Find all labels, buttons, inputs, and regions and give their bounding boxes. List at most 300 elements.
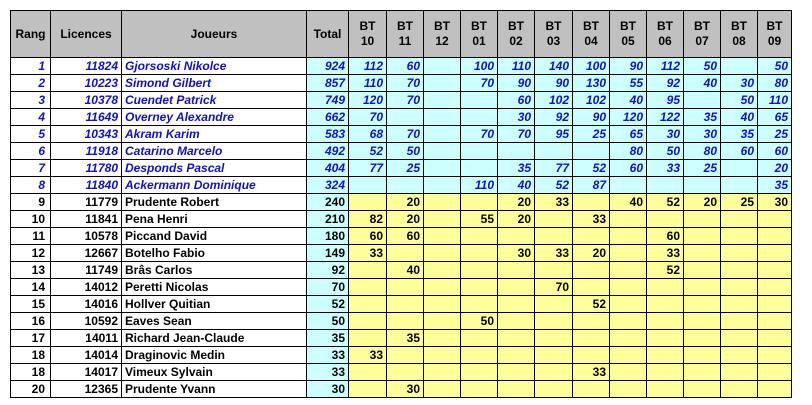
score-cell-bt-02 — [498, 279, 535, 296]
score-cell-bt-02 — [498, 143, 535, 160]
score-cell-bt-05 — [610, 381, 647, 398]
header-bt-03 — [535, 11, 573, 58]
header-bt-01 — [461, 11, 498, 58]
licence-cell: 11824 — [51, 58, 122, 75]
rank-cell: 17 — [11, 330, 51, 347]
table-row — [11, 58, 792, 75]
score-cell-bt-03 — [535, 347, 573, 364]
score-cell-bt-07 — [684, 262, 721, 279]
licence-cell: 11749 — [51, 262, 122, 279]
score-cell-bt-11: 30 — [387, 381, 424, 398]
rank-cell: 13 — [11, 262, 51, 279]
score-cell-bt-07 — [684, 177, 721, 194]
rank-cell: 10 — [11, 211, 51, 228]
score-cell-bt-10: 33 — [349, 347, 387, 364]
player-cell: Ackermann Dominique — [122, 177, 307, 194]
score-cell-bt-11: 40 — [387, 262, 424, 279]
header-row — [11, 11, 792, 58]
score-cell-bt-12 — [424, 75, 461, 92]
score-cell-bt-12 — [424, 211, 461, 228]
score-cell-bt-11: 70 — [387, 92, 424, 109]
header-bt-09 — [758, 11, 792, 58]
header-bt-number: 02 — [509, 34, 523, 48]
header-bt-10 — [349, 11, 387, 58]
score-cell-bt-12 — [424, 347, 461, 364]
score-cell-bt-08: 35 — [721, 126, 758, 143]
score-cell-bt-12 — [424, 330, 461, 347]
header-bt-06 — [647, 11, 684, 58]
score-cell-bt-03: 92 — [535, 109, 573, 126]
score-cell-bt-07 — [684, 364, 721, 381]
score-cell-bt-02: 40 — [498, 177, 535, 194]
total-cell: 749 — [307, 92, 349, 109]
header-bt-number: 05 — [621, 34, 635, 48]
rank-cell: 9 — [11, 194, 51, 211]
score-cell-bt-05: 40 — [610, 92, 647, 109]
score-cell-bt-10 — [349, 279, 387, 296]
score-cell-bt-08 — [721, 313, 758, 330]
player-cell: Prudente Robert — [122, 194, 307, 211]
score-cell-bt-08 — [721, 347, 758, 364]
total-cell: 33 — [307, 347, 349, 364]
score-cell-bt-04: 33 — [573, 211, 610, 228]
player-cell: Draginovic Medin — [122, 347, 307, 364]
score-cell-bt-08 — [721, 296, 758, 313]
score-cell-bt-09: 35 — [758, 177, 792, 194]
score-cell-bt-09 — [758, 211, 792, 228]
score-cell-bt-04 — [573, 194, 610, 211]
score-cell-bt-10: 112 — [349, 58, 387, 75]
score-cell-bt-12 — [424, 245, 461, 262]
player-cell: Akram Karim — [122, 126, 307, 143]
score-cell-bt-08 — [721, 228, 758, 245]
table-row — [11, 75, 792, 92]
table-row — [11, 160, 792, 177]
score-cell-bt-02 — [498, 381, 535, 398]
score-cell-bt-06 — [647, 364, 684, 381]
score-cell-bt-05: 90 — [610, 58, 647, 75]
score-cell-bt-10: 110 — [349, 75, 387, 92]
score-cell-bt-10 — [349, 296, 387, 313]
table-row — [11, 177, 792, 194]
score-cell-bt-10: 68 — [349, 126, 387, 143]
header-bt-prefix: BT — [657, 19, 673, 33]
score-cell-bt-01 — [461, 364, 498, 381]
score-cell-bt-11: 70 — [387, 75, 424, 92]
score-cell-bt-07: 80 — [684, 143, 721, 160]
score-cell-bt-06 — [647, 177, 684, 194]
score-cell-bt-11: 60 — [387, 58, 424, 75]
score-cell-bt-12 — [424, 177, 461, 194]
score-cell-bt-06 — [647, 279, 684, 296]
score-cell-bt-12 — [424, 109, 461, 126]
score-cell-bt-01 — [461, 194, 498, 211]
header-bt-08 — [721, 11, 758, 58]
score-cell-bt-09 — [758, 330, 792, 347]
licence-cell: 11780 — [51, 160, 122, 177]
score-cell-bt-07: 25 — [684, 160, 721, 177]
score-cell-bt-06: 30 — [647, 126, 684, 143]
score-cell-bt-10 — [349, 313, 387, 330]
score-cell-bt-04: 52 — [573, 160, 610, 177]
licence-cell: 11918 — [51, 143, 122, 160]
total-cell: 70 — [307, 279, 349, 296]
score-cell-bt-01: 70 — [461, 126, 498, 143]
score-cell-bt-11: 70 — [387, 126, 424, 143]
header-bt-05 — [610, 11, 647, 58]
score-cell-bt-06: 60 — [647, 228, 684, 245]
rank-cell: 20 — [11, 381, 51, 398]
score-cell-bt-08 — [721, 381, 758, 398]
table-row — [11, 279, 792, 296]
score-cell-bt-01: 50 — [461, 313, 498, 330]
score-cell-bt-02: 90 — [498, 75, 535, 92]
player-cell: Prudente Yvann — [122, 381, 307, 398]
score-cell-bt-01 — [461, 296, 498, 313]
score-cell-bt-02 — [498, 347, 535, 364]
score-cell-bt-01 — [461, 347, 498, 364]
rank-cell: 3 — [11, 92, 51, 109]
score-cell-bt-07 — [684, 279, 721, 296]
score-cell-bt-06: 95 — [647, 92, 684, 109]
score-cell-bt-04 — [573, 330, 610, 347]
total-cell: 33 — [307, 364, 349, 381]
total-cell: 404 — [307, 160, 349, 177]
header-bt-number: 01 — [472, 34, 486, 48]
total-cell: 149 — [307, 245, 349, 262]
header-bt-prefix: BT — [620, 19, 636, 33]
score-cell-bt-01: 110 — [461, 177, 498, 194]
header-bt-number: 11 — [398, 34, 412, 48]
score-cell-bt-09 — [758, 228, 792, 245]
score-cell-bt-02: 30 — [498, 245, 535, 262]
table-row — [11, 262, 792, 279]
rank-cell: 18 — [11, 364, 51, 381]
player-cell: Brâs Carlos — [122, 262, 307, 279]
header-bt-number: 09 — [767, 34, 782, 48]
licence-cell: 12365 — [51, 381, 122, 398]
score-cell-bt-04: 87 — [573, 177, 610, 194]
score-cell-bt-05 — [610, 245, 647, 262]
score-cell-bt-09 — [758, 262, 792, 279]
score-cell-bt-06 — [647, 381, 684, 398]
score-cell-bt-09 — [758, 347, 792, 364]
table-row — [11, 364, 792, 381]
player-cell: Cuendet Patrick — [122, 92, 307, 109]
score-cell-bt-06: 33 — [647, 245, 684, 262]
score-cell-bt-08 — [721, 245, 758, 262]
score-cell-bt-10 — [349, 364, 387, 381]
header-bt-number: 10 — [360, 34, 375, 48]
score-cell-bt-07 — [684, 92, 721, 109]
total-cell: 92 — [307, 262, 349, 279]
licence-cell: 11649 — [51, 109, 122, 126]
score-cell-bt-08 — [721, 177, 758, 194]
licence-cell: 10378 — [51, 92, 122, 109]
score-cell-bt-04 — [573, 347, 610, 364]
player-cell: Desponds Pascal — [122, 160, 307, 177]
total-cell: 324 — [307, 177, 349, 194]
score-cell-bt-10 — [349, 177, 387, 194]
header-bt-11 — [387, 11, 424, 58]
score-cell-bt-11 — [387, 313, 424, 330]
score-cell-bt-12 — [424, 194, 461, 211]
score-cell-bt-03 — [535, 262, 573, 279]
table-row — [11, 194, 792, 211]
player-cell: Simond Gilbert — [122, 75, 307, 92]
score-cell-bt-12 — [424, 364, 461, 381]
table-row — [11, 92, 792, 109]
score-cell-bt-03 — [535, 381, 573, 398]
score-cell-bt-01 — [461, 381, 498, 398]
score-cell-bt-02: 60 — [498, 92, 535, 109]
score-cell-bt-02 — [498, 262, 535, 279]
licence-cell: 14012 — [51, 279, 122, 296]
score-cell-bt-01 — [461, 245, 498, 262]
score-cell-bt-10: 82 — [349, 211, 387, 228]
score-cell-bt-03: 95 — [535, 126, 573, 143]
score-cell-bt-05: 40 — [610, 194, 647, 211]
score-cell-bt-05 — [610, 313, 647, 330]
score-cell-bt-03: 77 — [535, 160, 573, 177]
header-bt-12 — [424, 11, 461, 58]
score-cell-bt-05: 80 — [610, 143, 647, 160]
score-cell-bt-01: 55 — [461, 211, 498, 228]
score-cell-bt-07 — [684, 313, 721, 330]
score-cell-bt-03: 33 — [535, 194, 573, 211]
score-cell-bt-08 — [721, 364, 758, 381]
table-row — [11, 330, 792, 347]
score-cell-bt-03: 140 — [535, 58, 573, 75]
score-cell-bt-08: 25 — [721, 194, 758, 211]
licence-cell: 12667 — [51, 245, 122, 262]
score-cell-bt-08: 40 — [721, 109, 758, 126]
score-cell-bt-12 — [424, 313, 461, 330]
header-bt-prefix: BT — [545, 19, 562, 33]
header-bt-prefix: BT — [434, 19, 450, 33]
score-cell-bt-04 — [573, 143, 610, 160]
licence-cell: 14014 — [51, 347, 122, 364]
score-cell-bt-07 — [684, 245, 721, 262]
rank-cell: 11 — [11, 228, 51, 245]
licence-cell: 10578 — [51, 228, 122, 245]
score-cell-bt-05 — [610, 211, 647, 228]
rank-cell: 18 — [11, 347, 51, 364]
score-cell-bt-07 — [684, 211, 721, 228]
score-cell-bt-07 — [684, 381, 721, 398]
score-cell-bt-11 — [387, 347, 424, 364]
score-cell-bt-10: 77 — [349, 160, 387, 177]
score-cell-bt-03 — [535, 211, 573, 228]
rank-cell: 1 — [11, 58, 51, 75]
score-cell-bt-04 — [573, 313, 610, 330]
score-cell-bt-12 — [424, 143, 461, 160]
score-cell-bt-05 — [610, 330, 647, 347]
score-cell-bt-01 — [461, 109, 498, 126]
total-cell: 662 — [307, 109, 349, 126]
score-cell-bt-07 — [684, 228, 721, 245]
player-cell: Pena Henri — [122, 211, 307, 228]
player-cell: Hollver Quitian — [122, 296, 307, 313]
score-cell-bt-11: 50 — [387, 143, 424, 160]
total-cell: 583 — [307, 126, 349, 143]
licence-cell: 14017 — [51, 364, 122, 381]
total-cell: 180 — [307, 228, 349, 245]
licence-cell: 10223 — [51, 75, 122, 92]
score-cell-bt-03 — [535, 228, 573, 245]
score-cell-bt-01 — [461, 330, 498, 347]
score-cell-bt-08: 60 — [721, 143, 758, 160]
score-cell-bt-05: 65 — [610, 126, 647, 143]
score-cell-bt-06: 50 — [647, 143, 684, 160]
score-cell-bt-03: 52 — [535, 177, 573, 194]
table-row — [11, 143, 792, 160]
rank-cell: 16 — [11, 313, 51, 330]
score-cell-bt-03: 70 — [535, 279, 573, 296]
table-row — [11, 211, 792, 228]
score-cell-bt-07 — [684, 347, 721, 364]
score-cell-bt-09: 60 — [758, 143, 792, 160]
ranking-table — [10, 10, 792, 398]
score-cell-bt-08 — [721, 211, 758, 228]
score-cell-bt-07 — [684, 330, 721, 347]
score-cell-bt-08 — [721, 160, 758, 177]
score-cell-bt-07: 35 — [684, 109, 721, 126]
player-cell: Eaves Sean — [122, 313, 307, 330]
score-cell-bt-10: 52 — [349, 143, 387, 160]
header-bt-prefix: BT — [359, 19, 376, 33]
score-cell-bt-02: 110 — [498, 58, 535, 75]
total-cell: 210 — [307, 211, 349, 228]
header-bt-number: 04 — [584, 34, 598, 48]
total-cell: 50 — [307, 313, 349, 330]
score-cell-bt-04 — [573, 262, 610, 279]
rank-cell: 15 — [11, 296, 51, 313]
score-cell-bt-06 — [647, 330, 684, 347]
table-row — [11, 313, 792, 330]
score-cell-bt-06 — [647, 313, 684, 330]
score-cell-bt-09: 20 — [758, 160, 792, 177]
score-cell-bt-12 — [424, 228, 461, 245]
player-cell: Peretti Nicolas — [122, 279, 307, 296]
licence-cell: 11841 — [51, 211, 122, 228]
score-cell-bt-03 — [535, 364, 573, 381]
score-cell-bt-04 — [573, 279, 610, 296]
header-bt-prefix: BT — [397, 19, 413, 33]
score-cell-bt-01: 70 — [461, 75, 498, 92]
score-cell-bt-07: 30 — [684, 126, 721, 143]
score-cell-bt-09: 25 — [758, 126, 792, 143]
score-cell-bt-05 — [610, 177, 647, 194]
header-joueurs: Joueurs — [122, 11, 307, 58]
total-cell: 492 — [307, 143, 349, 160]
table-row — [11, 126, 792, 143]
table-row — [11, 296, 792, 313]
score-cell-bt-11 — [387, 279, 424, 296]
score-cell-bt-03 — [535, 313, 573, 330]
header-bt-02 — [498, 11, 535, 58]
rank-cell: 12 — [11, 245, 51, 262]
player-cell: Gjorsoski Nikolce — [122, 58, 307, 75]
score-cell-bt-08 — [721, 330, 758, 347]
score-cell-bt-08 — [721, 262, 758, 279]
licence-cell: 14011 — [51, 330, 122, 347]
score-cell-bt-10: 33 — [349, 245, 387, 262]
score-cell-bt-04 — [573, 381, 610, 398]
score-cell-bt-02 — [498, 330, 535, 347]
rank-cell: 4 — [11, 109, 51, 126]
score-cell-bt-08 — [721, 58, 758, 75]
score-cell-bt-09 — [758, 381, 792, 398]
score-cell-bt-05 — [610, 279, 647, 296]
score-cell-bt-08: 50 — [721, 92, 758, 109]
score-cell-bt-12 — [424, 58, 461, 75]
score-cell-bt-06: 92 — [647, 75, 684, 92]
score-cell-bt-10 — [349, 381, 387, 398]
ranking-table-container — [10, 10, 792, 398]
score-cell-bt-08 — [721, 279, 758, 296]
score-cell-bt-06: 122 — [647, 109, 684, 126]
score-cell-bt-02 — [498, 296, 535, 313]
score-cell-bt-01 — [461, 262, 498, 279]
rank-cell: 6 — [11, 143, 51, 160]
score-cell-bt-06: 52 — [647, 262, 684, 279]
score-cell-bt-11: 35 — [387, 330, 424, 347]
score-cell-bt-09 — [758, 364, 792, 381]
score-cell-bt-04 — [573, 228, 610, 245]
header-bt-number: 06 — [658, 34, 672, 48]
score-cell-bt-07: 50 — [684, 58, 721, 75]
score-cell-bt-12 — [424, 262, 461, 279]
score-cell-bt-02: 35 — [498, 160, 535, 177]
score-cell-bt-02: 70 — [498, 126, 535, 143]
rank-cell: 7 — [11, 160, 51, 177]
total-cell: 924 — [307, 58, 349, 75]
score-cell-bt-12 — [424, 92, 461, 109]
score-cell-bt-04: 102 — [573, 92, 610, 109]
score-cell-bt-07: 20 — [684, 194, 721, 211]
score-cell-bt-10 — [349, 262, 387, 279]
score-cell-bt-05 — [610, 296, 647, 313]
table-row — [11, 228, 792, 245]
score-cell-bt-07: 40 — [684, 75, 721, 92]
score-cell-bt-12 — [424, 279, 461, 296]
licence-cell: 14016 — [51, 296, 122, 313]
score-cell-bt-11 — [387, 109, 424, 126]
header-bt-prefix: BT — [731, 19, 747, 33]
score-cell-bt-12 — [424, 381, 461, 398]
header-rang: Rang — [11, 11, 51, 58]
score-cell-bt-01 — [461, 143, 498, 160]
score-cell-bt-02 — [498, 364, 535, 381]
header-bt-number: 03 — [546, 34, 561, 48]
score-cell-bt-02: 20 — [498, 194, 535, 211]
score-cell-bt-08: 30 — [721, 75, 758, 92]
header-bt-04 — [573, 11, 610, 58]
score-cell-bt-09: 30 — [758, 194, 792, 211]
score-cell-bt-10 — [349, 194, 387, 211]
player-cell: Overney Alexandre — [122, 109, 307, 126]
score-cell-bt-09: 50 — [758, 58, 792, 75]
player-cell: Botelho Fabio — [122, 245, 307, 262]
score-cell-bt-09: 110 — [758, 92, 792, 109]
header-bt-number: 08 — [732, 34, 746, 48]
score-cell-bt-07 — [684, 296, 721, 313]
header-licences: Licences — [51, 11, 122, 58]
score-cell-bt-06: 112 — [647, 58, 684, 75]
header-bt-prefix: BT — [583, 19, 599, 33]
score-cell-bt-11 — [387, 364, 424, 381]
